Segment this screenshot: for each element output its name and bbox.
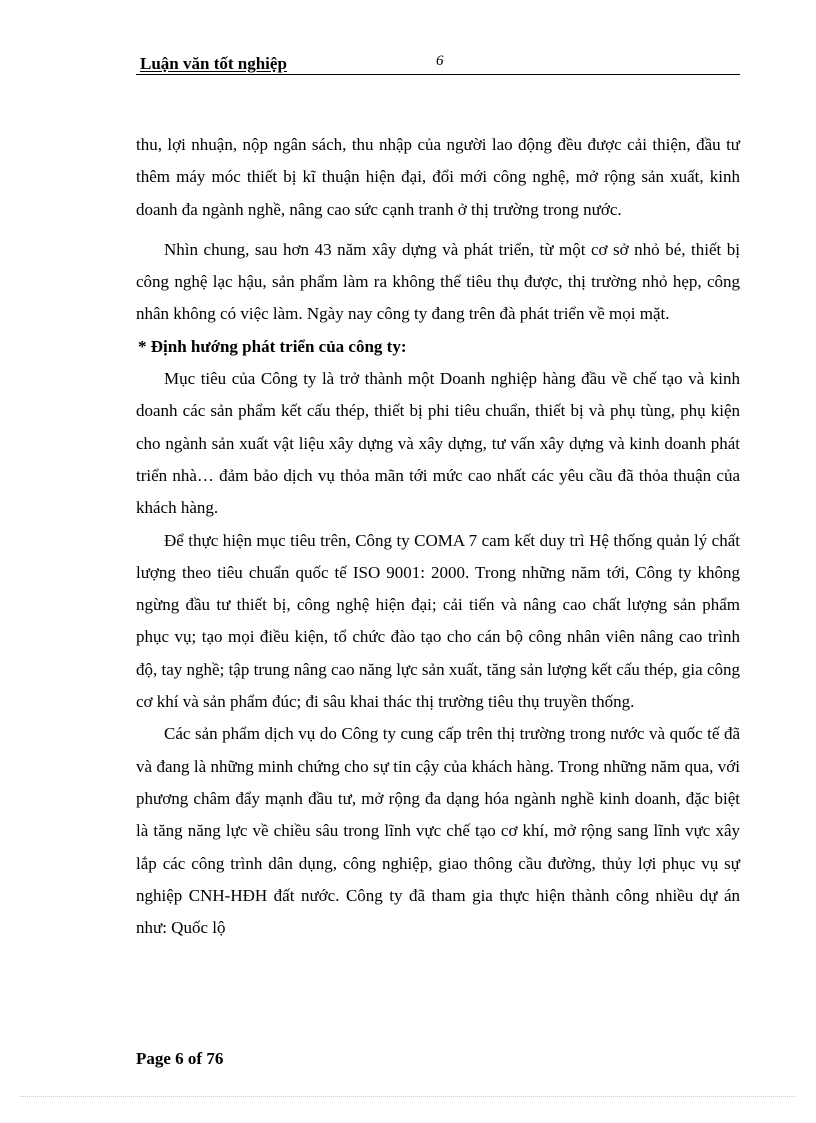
page-bottom-divider: [20, 1096, 796, 1097]
page-footer: Page 6 of 76: [136, 1049, 224, 1068]
paragraph-products: Các sản phẩm dịch vụ do Công ty cung cấp trên thị trường trong nước và quốc tế đã và đang là những minh chứng cho sự tin cậy của khách hàng. Trong những năm qua, với phương châm đẩy mạnh đầu tư, mở rộng đa dạng hóa ngành nghề kinh doanh, đặc biệt là tăng năng lực về chiều sâu trong lĩnh vực chế tạo cơ khí, mở rộng sang lĩnh vực xây lắp các công trình dân dụng, công nghiệp, giao thông cầu đường, thủy lợi phục vụ sự nghiệp CNH-HĐH đất nước. Công ty đã tham gia thực hiện thành công nhiều dự án như: Quốc lộ: [136, 724, 740, 938]
header-title: Luận văn tốt nghiệp: [140, 54, 287, 73]
section-heading: * Định hướng phát triển của công ty:: [138, 336, 407, 356]
paragraph-commitment: Để thực hiện mục tiêu trên, Công ty COMA 7 cam kết duy trì Hệ thống quản lý chất lượng theo tiêu chuẩn quốc tế ISO 9001: 2000. Trong những năm tới, Công ty không ngừng đầu tư thiết bị, công nghệ hiện đại; cải tiến và nâng cao chất lượng sản phẩm phục vụ; tạo mọi điều kiện, tổ chức đào tạo cho cán bộ công nhân viên nâng cao trình độ, tay nghề; tập trung nâng cao năng lực sản xuất, tăng sản lượng kết cấu thép, gia công cơ khí và sản phẩm đúc; đi sâu khai thác thị trường tiêu thụ truyền thống.: [136, 530, 740, 712]
paragraph-goal: Mục tiêu của Công ty là trở thành một Doanh nghiệp hàng đầu về chế tạo và kinh doanh các sản phẩm kết cấu thép, thiết bị phi tiêu chuẩn, thiết bị và phụ tùng, phụ kiện cho ngành sản xuất vật liệu xây dựng và xây dựng, tư vấn xây dựng và kinh doanh phát triển nhà… đảm bảo dịch vụ thỏa mãn tới mức cao nhất các yêu cầu đã thỏa thuận của khách hàng.: [136, 369, 740, 518]
body-text: [136, 129, 740, 944]
header-page-number: 6: [436, 53, 444, 69]
paragraph-continuation: thu, lợi nhuận, nộp ngân sách, thu nhập của người lao động đều được cải thiện, đầu tư thêm máy móc thiết bị kĩ thuận hiện đại, đổi mới công nghệ, mở rộng sản xuất, kinh doanh đa ngành nghề, nâng cao sức cạnh tranh ở thị trường trong nước.: [136, 135, 740, 219]
paragraph-overview: Nhìn chung, sau hơn 43 năm xây dựng và phát triển, từ một cơ sở nhỏ bé, thiết bị công nghệ lạc hậu, sản phẩm làm ra không thể tiêu thụ được, thị trường nhỏ hẹp, công nhân không có việc làm. Ngày nay công ty đang trên đà phát triển về mọi mặt.: [136, 239, 740, 324]
page-header: [136, 50, 740, 75]
